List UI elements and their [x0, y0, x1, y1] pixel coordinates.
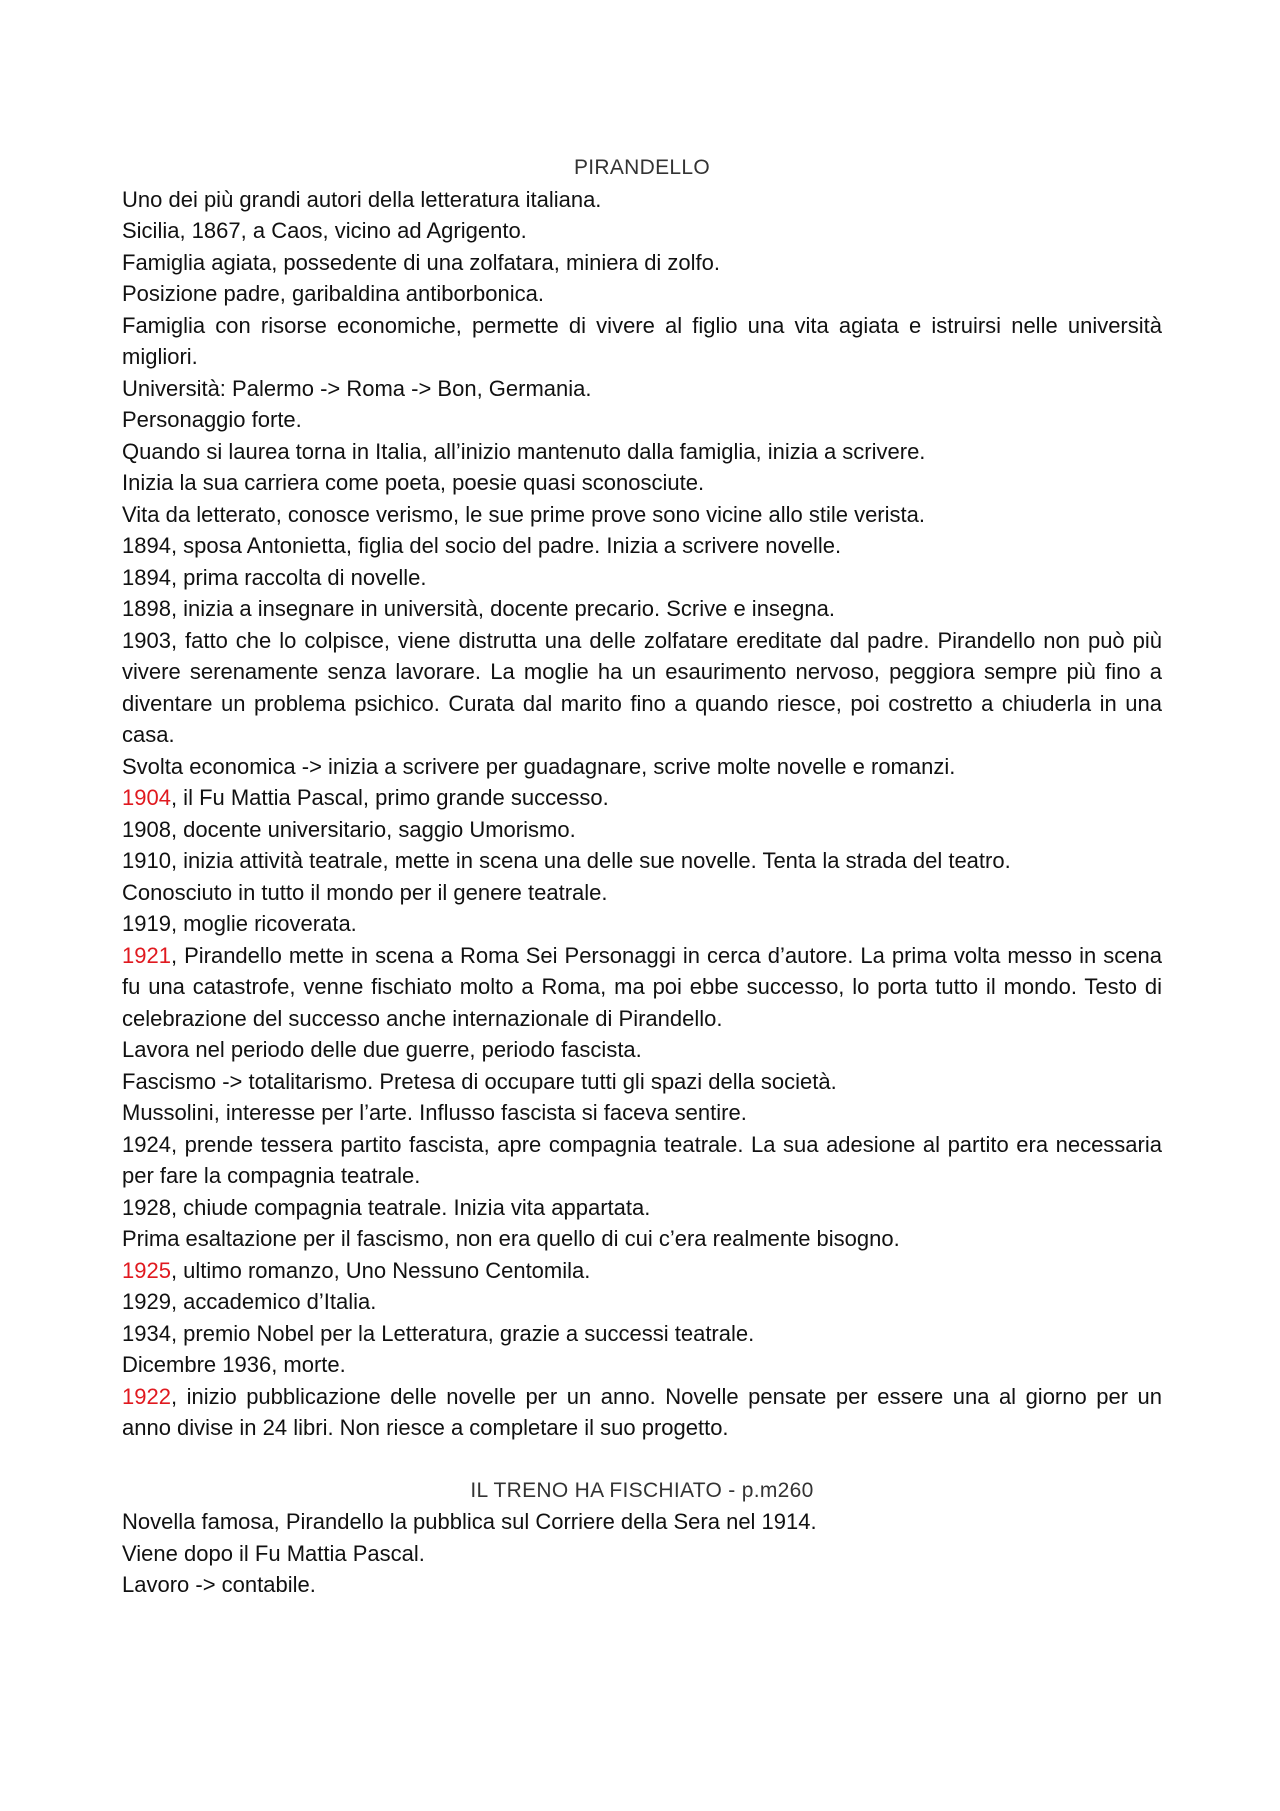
- text-line: Posizione padre, garibaldina antiborbonica.: [122, 281, 544, 306]
- section-title: IL TRENO HA FISCHIATO - p.m260: [470, 1478, 814, 1502]
- highlighted-year: 1921: [122, 942, 171, 968]
- text-line-rest: , inizio pubblicazione delle novelle per un anno. Novelle pensate per essere una al giorno per un anno divise in 24 libri. Non riesce a completare il suo progetto.: [122, 1383, 1162, 1440]
- text-line: Conosciuto in tutto il mondo per il genere teatrale.: [122, 879, 608, 905]
- highlighted-year: 1922: [122, 1383, 171, 1409]
- text-line: Famiglia agiata, possedente di una zolfatara, miniera di zolfo.: [122, 249, 721, 275]
- text-line: Inizia la sua carriera come poeta, poesie quasi sconosciute.: [122, 470, 705, 495]
- text-line: Università: Palermo -> Roma -> Bon, Germania.: [122, 375, 592, 401]
- highlighted-year: 1925: [122, 1257, 171, 1283]
- text-line: [122, 782, 1162, 814]
- text-line: Famiglia con risorse economiche, permette di vivere al figlio una vita agiata e istruirsi nelle università migliori.: [122, 312, 1162, 369]
- text-line: Quando si laurea torna in Italia, all’inizio mantenuto dalla famiglia, inizia a scrivere.: [122, 438, 926, 464]
- text-line: Novella famosa, Pirandello la pubblica sul Corriere della Sera nel 1914.: [122, 1509, 817, 1534]
- text-line: Prima esaltazione per il fascismo, non era quello di cui c’era realmente bisogno.: [122, 1226, 900, 1251]
- text-paragraph: [122, 1381, 1162, 1444]
- text-line: 1894, prima raccolta di novelle.: [122, 564, 427, 590]
- text-line: 1934, premio Nobel per la Letteratura, grazie a successi teatrale.: [122, 1320, 755, 1346]
- text-line: Vita da letterato, conosce verismo, le sue prime prove sono vicine allo stile verista.: [122, 501, 925, 527]
- text-line: 1898, inizia a insegnare in università, docente precario. Scrive e insegna.: [122, 596, 835, 621]
- highlighted-year: 1904: [122, 785, 171, 810]
- text-line: Svolta economica -> inizia a scrivere per guadagnare, scrive molte novelle e romanzi.: [122, 753, 956, 779]
- text-line: 1928, chiude compagnia teatrale. Inizia vita appartata.: [122, 1194, 651, 1220]
- text-line: 1919, moglie ricoverata.: [122, 911, 357, 936]
- section-spacer: [122, 1444, 1162, 1475]
- text-paragraph: 1924, prende tessera partito fascista, apre compagnia teatrale. La sua adesione al partito era necessaria per fare la compagnia teatrale.: [122, 1131, 1162, 1188]
- text-line-rest: , ultimo romanzo, Uno Nessuno Centomila.: [170, 1257, 591, 1283]
- text-line: Fascismo -> totalitarismo. Pretesa di occupare tutti gli spazi della società.: [122, 1068, 837, 1094]
- text-line-rest: , il Fu Mattia Pascal, primo grande successo.: [170, 785, 609, 810]
- text-paragraph: 1903, fatto che lo colpisce, viene distrutta una delle zolfatare ereditate dal padre. Pirandello non può più vivere serenamente senza lavorare. La moglie ha un esaurimento nervoso, peggiora sempre più fino a diventare un problema psichico. Curata dal marito fino a quando riesce, poi costretto a chiuderla in una casa.: [122, 627, 1162, 747]
- text-line: 1929, accademico d’Italia.: [122, 1289, 377, 1314]
- text-line: Personaggio forte.: [122, 407, 302, 432]
- text-line: Sicilia, 1867, a Caos, vicino ad Agrigento.: [122, 218, 527, 243]
- text-line: Viene dopo il Fu Mattia Pascal.: [122, 1540, 425, 1566]
- text-line: 1910, inizia attività teatrale, mette in scena una delle sue novelle. Tenta la strada del teatro.: [122, 848, 1011, 873]
- text-line: [122, 1255, 1162, 1287]
- text-paragraph: [122, 940, 1162, 1035]
- text-line: Dicembre 1936, morte.: [122, 1352, 346, 1377]
- text-line: Lavora nel periodo delle due guerre, periodo fascista.: [122, 1037, 642, 1062]
- page-title: PIRANDELLO: [573, 156, 711, 179]
- text-line-rest: , Pirandello mette in scena a Roma Sei Personaggi in cerca d’autore. La prima volta messo in scena fu una catastrofe, venne fischiato molto a Roma, ma poi ebbe successo, lo porta tutto il mondo. Testo di celebrazione del successo anche internazionale di Pirandello.: [122, 942, 1162, 1031]
- text-line: Lavoro -> contabile.: [122, 1572, 316, 1597]
- text-line: Uno dei più grandi autori della letteratura italiana.: [122, 186, 602, 212]
- text-line: 1908, docente universitario, saggio Umorismo.: [122, 816, 576, 842]
- text-line: Mussolini, interesse per l’arte. Influsso fascista si faceva sentire.: [122, 1100, 747, 1125]
- text-line: 1894, sposa Antonietta, figlia del socio del padre. Inizia a scrivere novelle.: [122, 533, 842, 558]
- document-page: [122, 152, 1162, 1601]
